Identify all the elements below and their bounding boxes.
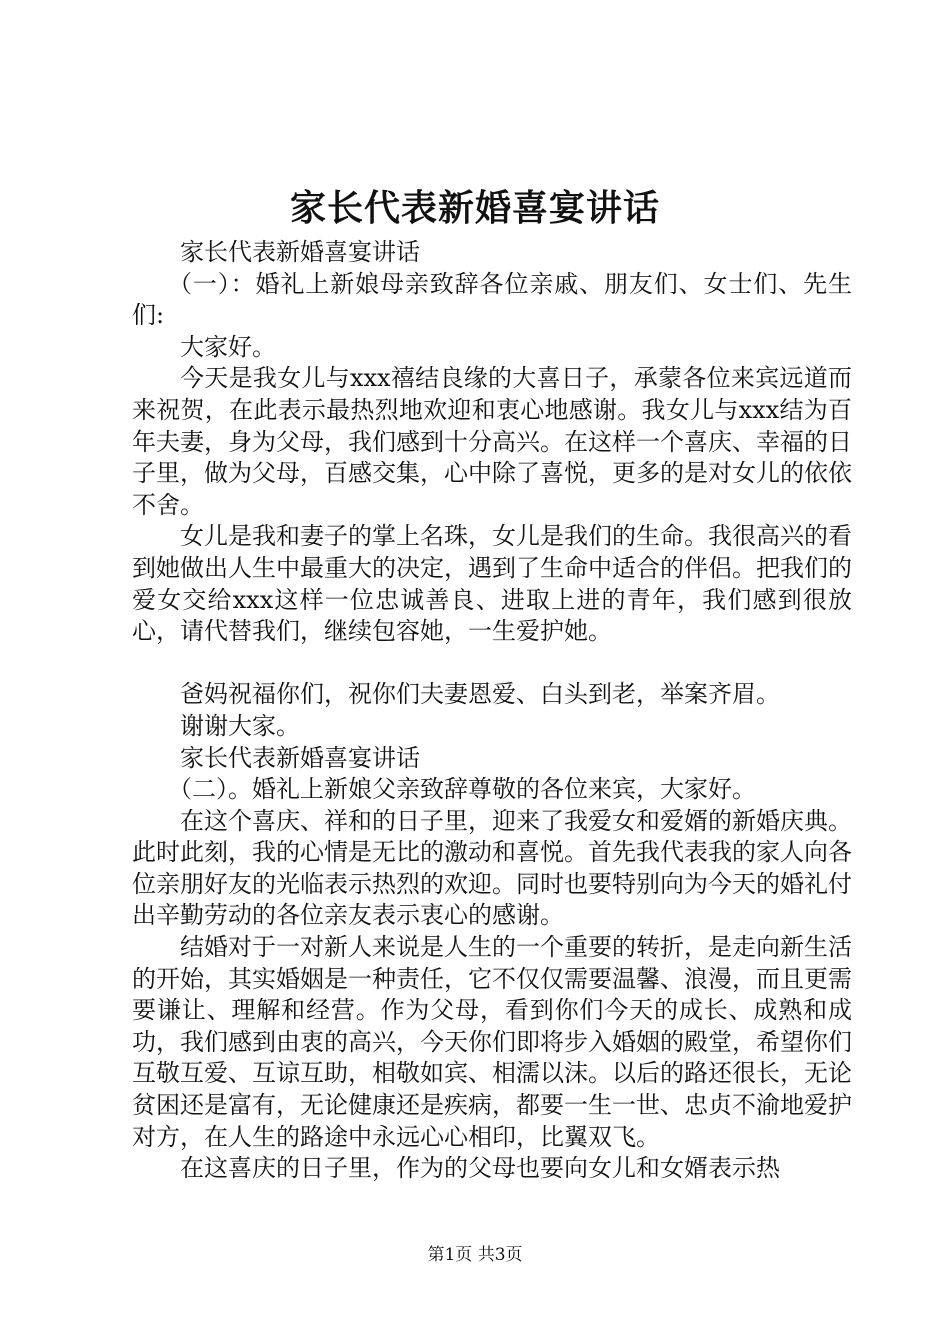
- section-heading-2: 家长代表新婚喜宴讲话: [180, 743, 420, 772]
- greeting: 大家好。: [180, 332, 276, 361]
- paragraph: 女儿是我和妻子的掌上名珠，女儿是我们的生命。我很高兴的看到她做出人生中最重大的决定，遇到了生命中适合的伴侣。把我们的爱女交给xxx这样一位忠诚善良、进取上进的青年，我们感到很放心，请代替我们，继续包容她，一生爱护她。: [132, 522, 852, 646]
- page-footer: 第1页 共3页: [427, 1245, 523, 1265]
- closing-line: 谢谢大家。: [180, 711, 300, 740]
- paragraph: 爸妈祝福你们，祝你们夫妻恩爱、白头到老，举案齐眉。: [180, 680, 780, 709]
- document-body: [132, 237, 852, 1185]
- section-heading-1: 家长代表新婚喜宴讲话: [180, 238, 420, 266]
- blank-line: [132, 648, 852, 680]
- paragraph: 在这喜庆的日子里，作为的父母也要向女儿和女婿表示热: [180, 1154, 780, 1183]
- paragraph: 结婚对于一对新人来说是人生的一个重要的转折，是走向新生活的开始，其实婚姻是一种责任，它不仅仅需要温馨、浪漫，而且更需要谦让、理解和经营。作为父母，看到你们今天的成长、成熟和成功，我们感到由衷的高兴，今天你们即将步入婚姻的殿堂，希望你们互敬互爱、互谅互助，相敬如宾、相濡以沫。以后的路还很长，无论贫困还是富有，无论健康还是疾病，都要一生一世、忠贞不渝地爱护对方，在人生的路途中永远心心相印，比翼双飞。: [132, 933, 852, 1151]
- paragraph: 在这个喜庆、祥和的日子里，迎来了我爱女和爱婿的新婚庆典。此时此刻，我的心情是无比的激动和喜悦。首先我代表我的家人向各位亲朋好友的光临表示热烈的欢迎。同时也要特别向为今天的婚礼付出辛勤劳动的各位亲友表示衷心的感谢。: [132, 806, 852, 930]
- paragraph: 今天是我女儿与xxx禧结良缘的大喜日子，承蒙各位来宾远道而来祝贺，在此表示最热烈地欢迎和衷心地感谢。我女儿与xxx结为百年夫妻，身为父母，我们感到十分高兴。在这样一个喜庆、幸福的日子里，做为父母，百感交集，心中除了喜悦，更多的是对女儿的依依不舍。: [132, 364, 852, 519]
- document-title: 家长代表新婚喜宴讲话: [289, 187, 660, 229]
- section-intro-2: （二）。婚礼上新娘父亲致辞尊敬的各位来宾，大家好。: [168, 775, 756, 804]
- section-intro-1: （一）：婚礼上新娘母亲致辞各位亲戚、朋友们、女士们、先生们:: [132, 269, 852, 330]
